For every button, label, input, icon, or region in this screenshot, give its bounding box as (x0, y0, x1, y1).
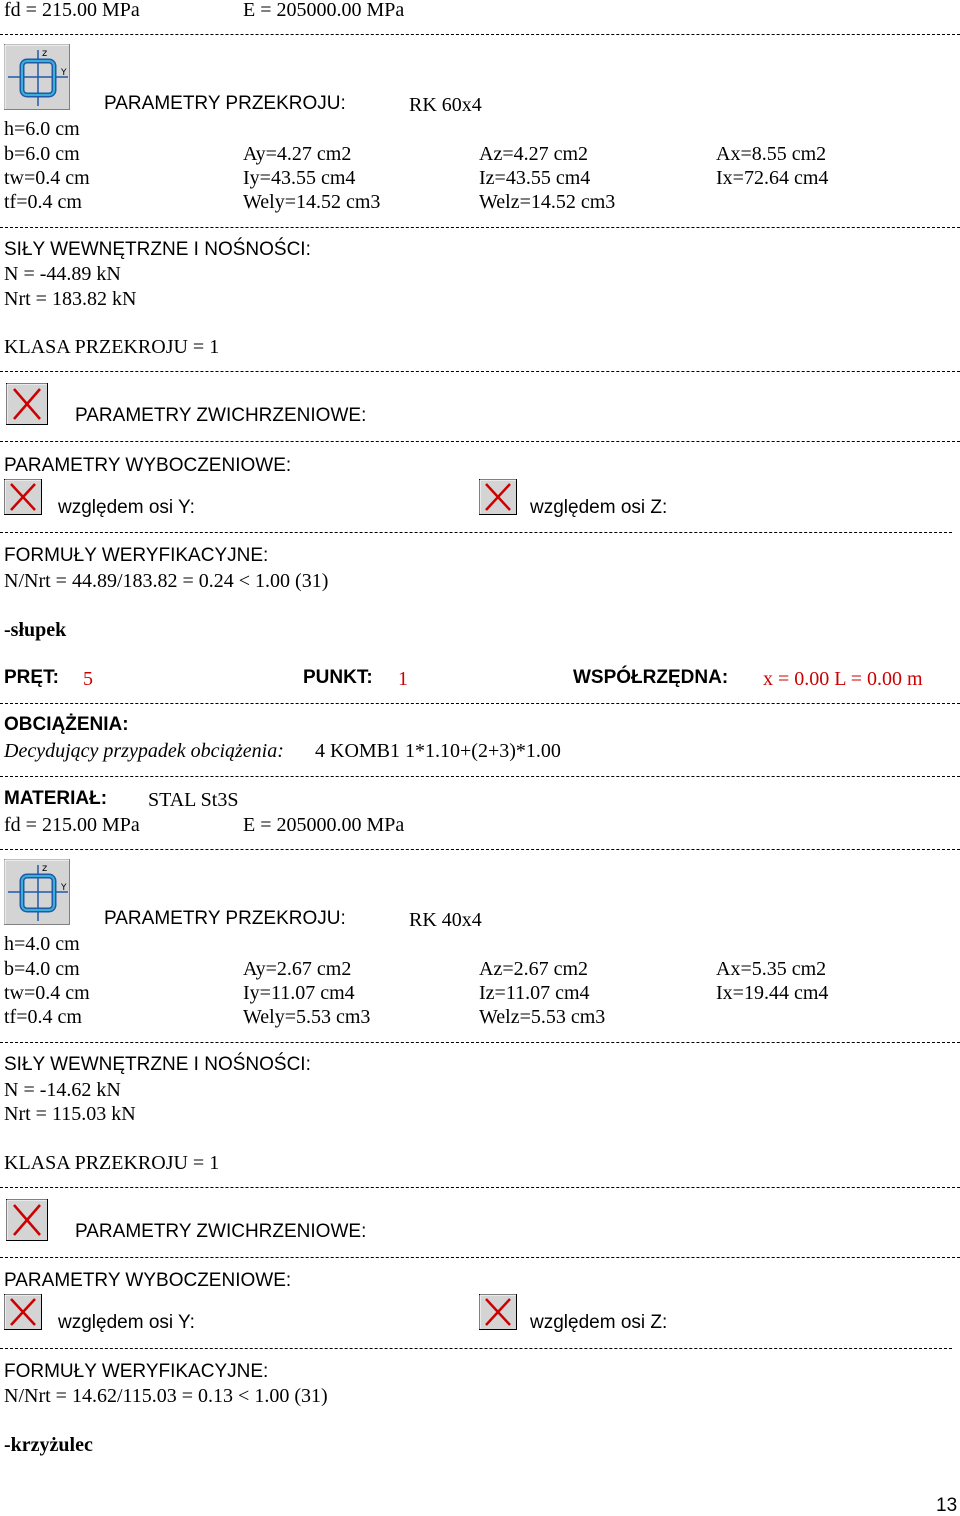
param-az: Az=2.67 cm2 (479, 958, 589, 980)
param-welz: Welz=5.53 cm3 (479, 1006, 606, 1028)
material-e: E = 205000.00 MPa (243, 0, 405, 21)
param-b: b=6.0 cm (4, 143, 80, 165)
formula: N/Nrt = 44.89/183.82 = 0.24 < 1.00 (31) (4, 570, 329, 592)
section-icon (4, 859, 70, 925)
zwichrzeniowe-heading: PARAMETRY ZWICHRZENIOWE: (75, 405, 367, 426)
material-label: MATERIAŁ: (4, 788, 108, 809)
wzgl-z-label: względem osi Z: (530, 1312, 668, 1333)
param-b: b=4.0 cm (4, 958, 80, 980)
divider (0, 34, 960, 35)
param-az: Az=4.27 cm2 (479, 143, 589, 165)
wyboczeniowe-heading: PARAMETRY WYBOCZENIOWE: (4, 1270, 292, 1291)
param-tf: tf=0.4 cm (4, 191, 82, 213)
divider (0, 227, 960, 228)
material-value: STAL St3S (148, 789, 239, 811)
wspolrzedna-label: WSPÓŁRZĘDNA: (573, 667, 729, 688)
param-tw: tw=0.4 cm (4, 167, 90, 189)
svg-text:Y: Y (61, 883, 67, 893)
force-nrt: Nrt = 183.82 kN (4, 288, 137, 310)
svg-text:z: z (42, 863, 48, 874)
pret-label: PRĘT: (4, 667, 59, 688)
param-ax: Ax=5.35 cm2 (716, 958, 827, 980)
divider (0, 849, 960, 850)
wzgl-y-label: względem osi Y: (58, 497, 195, 518)
param-ay: Ay=4.27 cm2 (243, 143, 352, 165)
zwichrzeniowe-heading: PARAMETRY ZWICHRZENIOWE: (75, 1221, 367, 1242)
decydujacy-label: Decydujący przypadek obciążenia: (4, 740, 284, 762)
punkt-label: PUNKT: (303, 667, 373, 688)
divider (0, 1042, 960, 1043)
param-ax: Ax=8.55 cm2 (716, 143, 827, 165)
wzgl-y-label: względem osi Y: (58, 1312, 195, 1333)
param-iz: Iz=43.55 cm4 (479, 167, 591, 189)
param-wely: Wely=14.52 cm3 (243, 191, 381, 213)
param-welz: Welz=14.52 cm3 (479, 191, 616, 213)
force-nrt: Nrt = 115.03 kN (4, 1103, 136, 1125)
cross-icon (4, 1294, 42, 1330)
wyboczeniowe-heading: PARAMETRY WYBOCZENIOWE: (4, 455, 292, 476)
force-n: N = -14.62 kN (4, 1079, 121, 1101)
klasa-przekroju: KLASA PRZEKROJU = 1 (4, 336, 220, 358)
element-name: -krzyżulec (4, 1434, 93, 1456)
param-iy: Iy=43.55 cm4 (243, 167, 356, 189)
param-iz: Iz=11.07 cm4 (479, 982, 590, 1004)
obciazenia-label: OBCIĄŻENIA: (4, 714, 129, 735)
wzgl-z-label: względem osi Z: (530, 497, 668, 518)
section-name: RK 40x4 (409, 909, 482, 931)
formuly-heading: FORMUŁY WERYFIKACYJNE: (4, 545, 269, 566)
param-tw: tw=0.4 cm (4, 982, 90, 1004)
divider (0, 1187, 960, 1188)
cross-icon (6, 383, 48, 425)
element-name: -słupek (4, 619, 67, 641)
divider (0, 532, 952, 533)
section-name: RK 60x4 (409, 94, 482, 116)
decydujacy-value: 4 KOMB1 1*1.10+(2+3)*1.00 (315, 740, 561, 762)
forces-heading: SIŁY WEWNĘTRZNE I NOŚNOŚCI: (4, 1054, 311, 1075)
divider (0, 441, 960, 442)
cross-icon (4, 479, 42, 515)
wspolrzedna-value: x = 0.00 L = 0.00 m (763, 668, 923, 690)
material-fd: fd = 215.00 MPa (4, 814, 140, 836)
svg-text:Y: Y (61, 68, 67, 78)
param-ix: Ix=19.44 cm4 (716, 982, 829, 1004)
formuly-heading: FORMUŁY WERYFIKACYJNE: (4, 1361, 269, 1382)
section-icon (4, 44, 70, 110)
formula: N/Nrt = 14.62/115.03 = 0.13 < 1.00 (31) (4, 1385, 328, 1407)
forces-heading: SIŁY WEWNĘTRZNE I NOŚNOŚCI: (4, 239, 311, 260)
pret-value: 5 (83, 668, 93, 690)
material-e: E = 205000.00 MPa (243, 814, 405, 836)
section-heading: PARAMETRY PRZEKROJU: (104, 908, 346, 929)
param-ix: Ix=72.64 cm4 (716, 167, 829, 189)
divider (0, 1257, 960, 1258)
force-n: N = -44.89 kN (4, 263, 121, 285)
svg-text:z: z (42, 48, 48, 59)
param-h: h=4.0 cm (4, 933, 80, 955)
punkt-value: 1 (398, 668, 408, 690)
divider (0, 371, 960, 372)
divider (0, 776, 960, 777)
material-fd: fd = 215.00 MPa (4, 0, 140, 21)
param-tf: tf=0.4 cm (4, 1006, 82, 1028)
klasa-przekroju: KLASA PRZEKROJU = 1 (4, 1152, 220, 1174)
cross-icon (6, 1199, 48, 1241)
param-iy: Iy=11.07 cm4 (243, 982, 355, 1004)
divider (0, 703, 960, 704)
cross-icon (479, 479, 517, 515)
param-ay: Ay=2.67 cm2 (243, 958, 352, 980)
section-heading: PARAMETRY PRZEKROJU: (104, 93, 346, 114)
param-h: h=6.0 cm (4, 118, 80, 140)
param-wely: Wely=5.53 cm3 (243, 1006, 371, 1028)
divider (0, 1348, 952, 1349)
page-number: 13 (936, 1495, 958, 1516)
cross-icon (479, 1294, 517, 1330)
